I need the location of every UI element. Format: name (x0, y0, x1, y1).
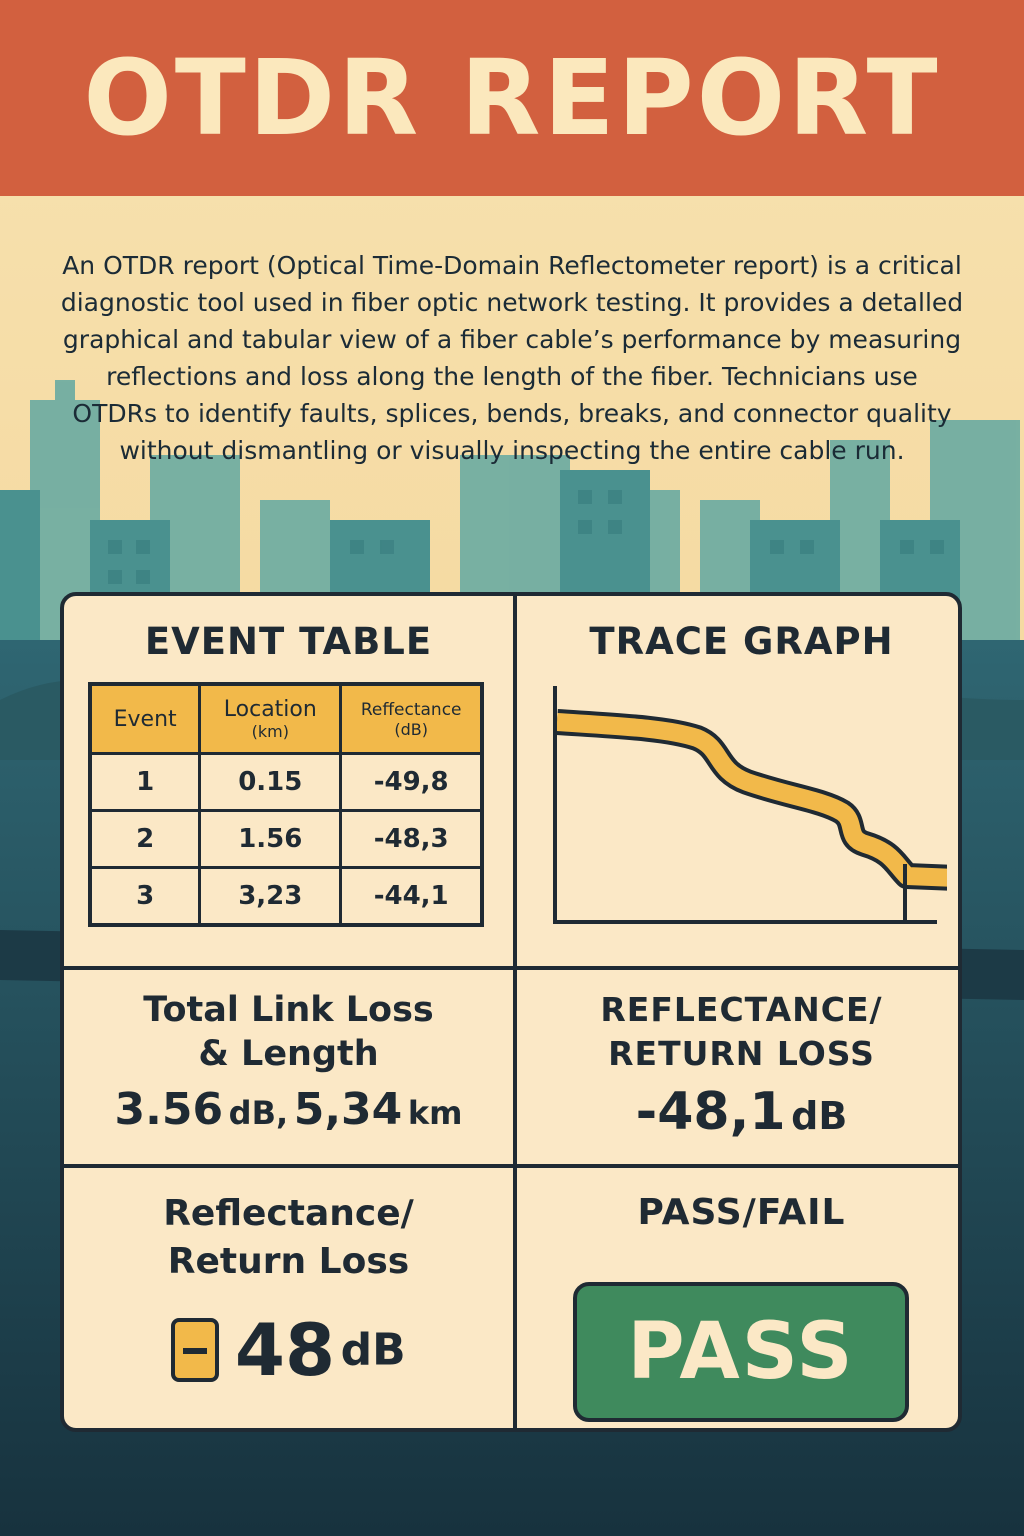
reflectance-cell: -49,8 (341, 754, 482, 811)
return-loss-upper-value: -48,1 dB (635, 1082, 848, 1142)
event-cell: 2 (90, 811, 200, 868)
trace-graph-section (517, 596, 962, 966)
return-loss-upper-title: REFLECTANCE/ RETURN LOSS (600, 990, 883, 1073)
return-loss-lower-title: Reflectance/ Return Loss (163, 1193, 414, 1282)
total-link-section (64, 970, 513, 1164)
trace-fill (557, 722, 947, 878)
trace-graph (547, 672, 947, 942)
event-table (88, 682, 484, 927)
total-link-value: 3.56 dB, 5,34 km (114, 1084, 463, 1135)
location-cell: 0.15 (200, 754, 341, 811)
pass-fail-section (517, 1168, 962, 1432)
header-location: Location (km) (200, 684, 341, 754)
location-cell: 1.56 (200, 811, 341, 868)
table-row (90, 868, 482, 926)
reflectance-cell: -48,3 (341, 811, 482, 868)
event-table-title: EVENT TABLE (144, 620, 433, 663)
header-event: Event (90, 684, 200, 754)
table-row (90, 811, 482, 868)
return-loss-upper-section (517, 970, 962, 1164)
event-cell: 1 (90, 754, 200, 811)
event-cell: 3 (90, 868, 200, 926)
pass-fail-title: PASS/FAIL (637, 1192, 846, 1233)
event-table-section (64, 596, 513, 966)
return-loss-lower-value: 48 dB (64, 1308, 513, 1392)
pass-result: PASS (627, 1307, 855, 1397)
event-table-header-row (90, 684, 482, 754)
intro-paragraph: An OTDR report (Optical Time-Domain Reflectometer report) is a critical diagnostic tool used in fiber optic network testing. It provides a detalled graphical and tabular view of a fiber cable’s performance by measuring reflections and loss along the length of the fiber. Technicians use OTDRs to identify faults, splices, bends, breaks, and connector quality without dismantling or visually inspecting the entire cable run. (60, 251, 964, 465)
report-title: OTDR REPORT (83, 37, 941, 159)
trace-graph-title: TRACE GRAPH (589, 620, 894, 663)
report-panel (60, 592, 962, 1432)
report-header (0, 0, 1024, 196)
table-row (90, 754, 482, 811)
pass-badge (573, 1282, 909, 1422)
return-loss-lower-section (64, 1168, 513, 1432)
location-cell: 3,23 (200, 868, 341, 926)
reflectance-cell: -44,1 (341, 868, 482, 926)
total-link-title: Total Link Loss & Length (143, 990, 434, 1074)
header-reflectance: Reffectance (dB) (341, 684, 482, 754)
minus-icon (171, 1318, 219, 1382)
